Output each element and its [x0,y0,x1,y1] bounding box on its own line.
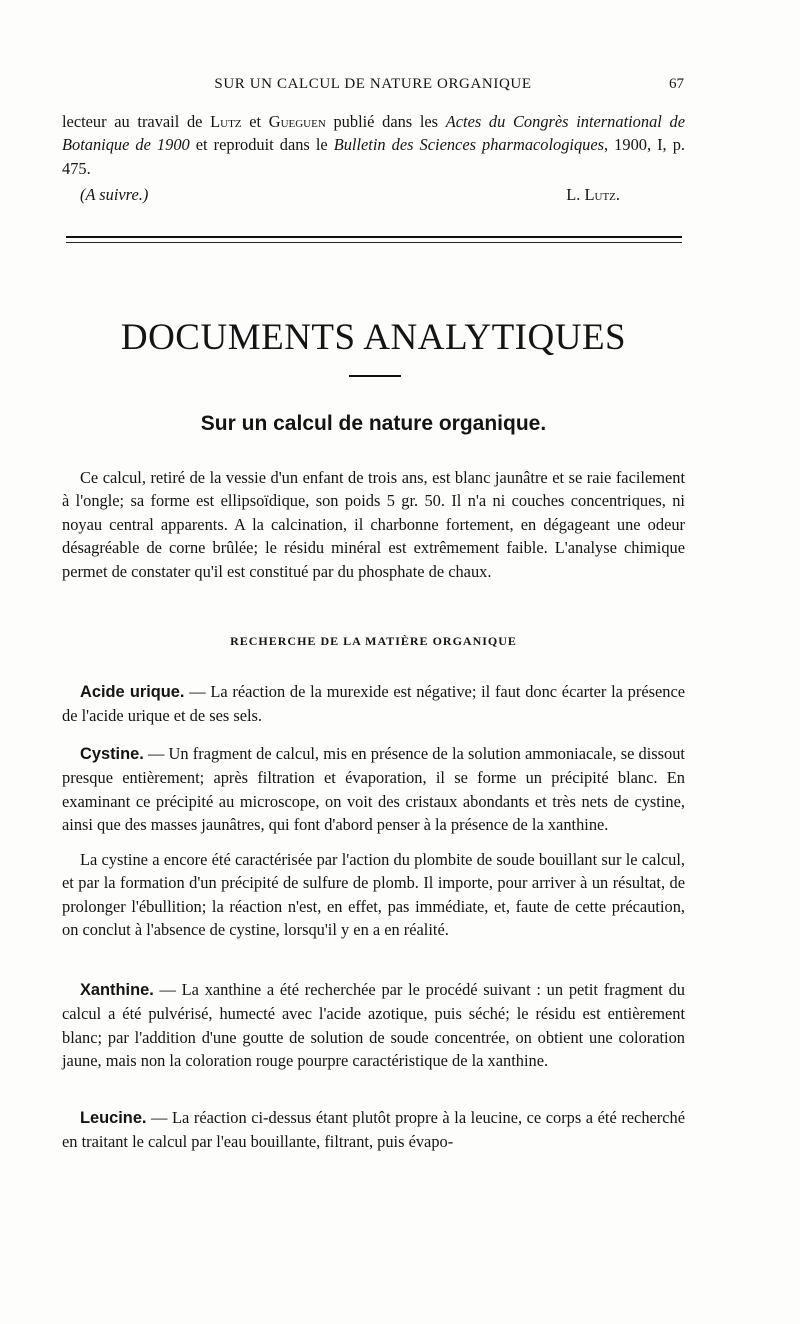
acide-urique-text: — La réaction de la murexide est négative; il faut donc écarter la présence de l'acide urique et de ses sels. [62,682,686,726]
citation-actes: Actes du Congrès international de Botanique de 1900 [62,112,685,155]
leucine-heading: Leucine. [80,1109,147,1127]
cystine-heading: Cystine. [80,745,144,763]
leucine-text: — La réaction ci-dessus étant plutôt propre à la leucine, ce corps a été recherché en traitant le calcul par l'eau bouillante, filtrant, puis évapo- [62,1108,685,1152]
continued-paragraph [62,110,685,180]
xanthine-paragraph [62,978,685,1073]
cystine-paragraph-2: La cystine a encore été caractérisée par l'action du plombite de soude bouillant sur le calcul, et par la formation d'un précipité de sulfure de plomb. Il importe, pour arriver à un résultat, de prolonger l'ébullition; la réaction n'est, en effet, pas immédiate, et, faute de cette précaution, on conclut à l'absence de cystine, lorsqu'il y en a en réalité. [62,850,685,940]
continued-text-1: lecteur au travail de [62,112,211,131]
continued-text-3: publié dans les [325,112,446,131]
subsection-heading: RECHERCHE DE LA MATIÈRE ORGANIQUE [230,634,517,648]
xanthine-text: — La xanthine a été recherchée par le procédé suivant : un petit fragment du calcul a été pulvérisé, humecté avec l'acide azotique, puis séché; le résidu est entièrement blanc; par l'addition d'une goutte de solution de soude concentrée, on obtient une coloration jaune, mais non la coloration rouge pourpre caractéristique de la xanthine. [62,980,685,1071]
cystine-paragraph [62,742,685,837]
section-divider-thick [66,236,682,238]
continued-text-4: et reproduit dans le [189,135,334,155]
section-title: DOCUMENTS ANALYTIQUES [120,317,627,358]
closing-line [80,185,620,209]
running-title: SUR UN CALCUL DE NATURE ORGANIQUE [214,76,532,92]
acide-urique-paragraph [62,680,685,728]
page-number: 67 [669,76,684,92]
author-name-lutz: Lutz [210,112,242,131]
cystine-text: — Un fragment de calcul, mis en présence de la solution ammoniacale, se dissout presque entièrement; après filtration et évaporation, il se forme un précipité blanc. En examinant ce précipité au microscope, on voit des cristaux abondants et très nets de cystine, ainsi que des masses jaunâtres, qui font d'abord penser à la présence de la xanthine. [62,744,685,835]
a-suivre-note: (A suivre.) [80,185,149,204]
citation-bulletin: Bulletin des Sciences pharmacologiques [333,135,605,155]
author-name-gueguen: Gueguen [268,112,326,131]
xanthine-heading: Xanthine. [80,981,154,999]
acide-urique-heading: Acide urique. [80,683,185,701]
running-header [62,76,684,100]
author-signature: L. Lutz. [566,185,620,204]
section-divider-thin [66,242,682,243]
continued-text-5: , 1900, I, p. 475. [62,135,685,178]
title-underline [349,375,401,377]
article-title: Sur un calcul de nature organique. [200,412,547,435]
leucine-paragraph [62,1106,685,1154]
continued-text-2: et [241,112,269,131]
intro-paragraph: Ce calcul, retiré de la vessie d'un enfant de trois ans, est blanc jaunâtre et se raie facilement à l'ongle; sa forme est ellipsoïdique, son poids 5 gr. 50. Il n'a ni couches concentriques, ni noyau central apparents. A la calcination, il charbonne fortement, en dégageant une odeur désagréable de corne brûlée; le résidu minéral est extrêmement faible. L'analyse chimique permet de constater qu'il est constitué par du phosphate de chaux. [62,468,685,581]
